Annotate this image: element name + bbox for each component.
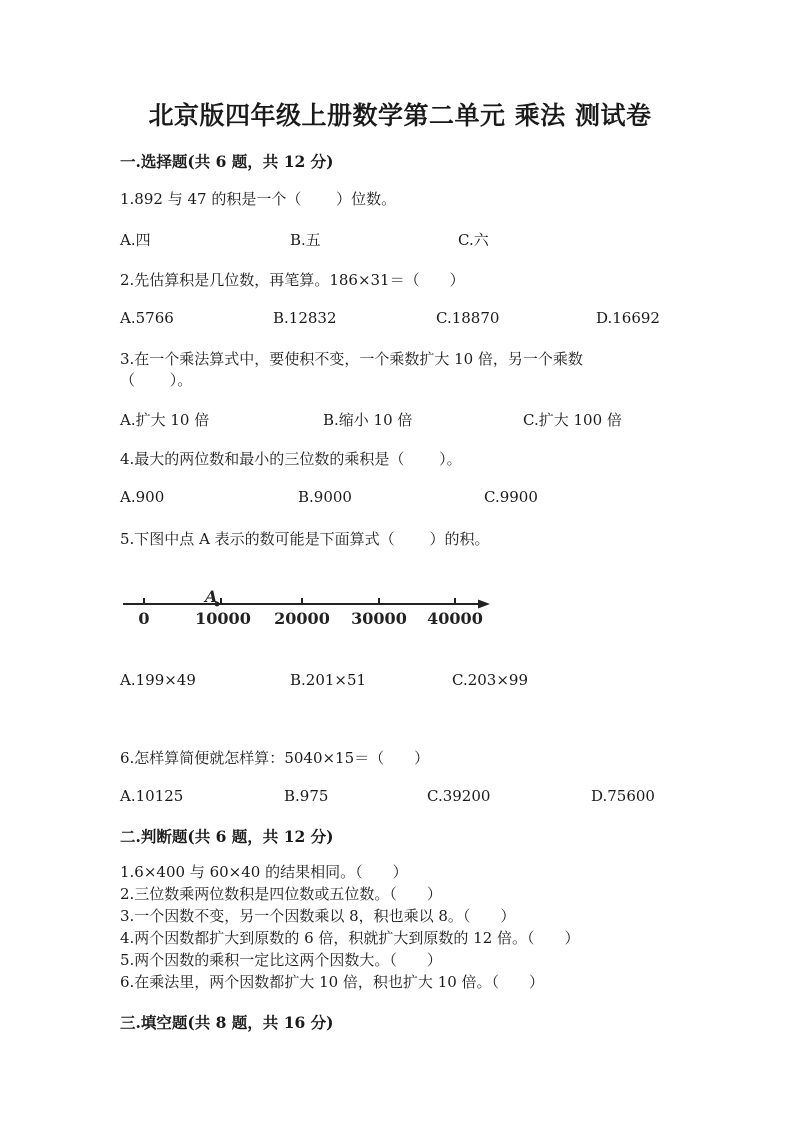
judge-question-6: 6.在乘法里，两个因数都扩大 10 倍，积也扩大 10 倍。（ ） — [120, 973, 545, 991]
question-6-option-d: D.75600 — [591, 787, 655, 805]
question-2-stem: 2.先估算积是几位数，再笔算。186×31＝（ ） — [120, 271, 465, 289]
section-heading-judge: 二.判断题(共 6 题，共 12 分) — [120, 827, 334, 846]
question-2-option-d: D.16692 — [596, 309, 660, 327]
section-heading-choice: 一.选择题(共 6 题，共 12 分) — [120, 152, 334, 171]
number-line-figure — [118, 582, 498, 632]
judge-question-1: 1.6×400 与 60×40 的结果相同。（ ） — [120, 863, 408, 881]
point-a-label: A — [205, 587, 218, 606]
question-4-option-c: C.9900 — [484, 488, 538, 506]
question-1-option-b: B.五 — [290, 231, 321, 249]
question-3-option-b: B.缩小 10 倍 — [323, 411, 413, 429]
question-2-option-c: C.18870 — [436, 309, 500, 327]
question-4-stem: 4.最大的两位数和最小的三位数的乘积是（ ）。 — [120, 450, 462, 468]
number-line-tick-label: 10000 — [195, 609, 251, 628]
number-line-arrow-icon — [478, 600, 490, 609]
question-3-option-a: A.扩大 10 倍 — [120, 411, 210, 429]
question-1-stem: 1.892 与 47 的积是一个（ ）位数。 — [120, 190, 397, 208]
question-3-stem-line2: （ ）。 — [120, 371, 193, 389]
question-5-option-a: A.199×49 — [120, 671, 196, 689]
question-5-stem: 5.下图中点 A 表示的数可能是下面算式（ ）的积。 — [120, 530, 490, 548]
question-1-option-c: C.六 — [458, 231, 489, 249]
question-6-option-c: C.39200 — [427, 787, 491, 805]
question-5-option-c: C.203×99 — [452, 671, 528, 689]
judge-question-3: 3.一个因数不变，另一个因数乘以 8，积也乘以 8。（ ） — [120, 907, 516, 925]
question-1-option-a: A.四 — [120, 231, 151, 249]
number-line-tick-label: 0 — [138, 609, 150, 628]
question-3-option-c: C.扩大 100 倍 — [523, 411, 622, 429]
question-6-stem: 6.怎样算简便就怎样算：5040×15＝（ ） — [120, 749, 430, 767]
number-line-tick-label: 40000 — [427, 609, 483, 628]
question-2-option-b: B.12832 — [273, 309, 337, 327]
question-6-option-b: B.975 — [284, 787, 329, 805]
judge-question-4: 4.两个因数都扩大到原数的 6 倍，积就扩大到原数的 12 倍。（ ） — [120, 929, 580, 947]
question-5-option-b: B.201×51 — [290, 671, 367, 689]
question-4-option-a: A.900 — [120, 488, 165, 506]
number-line-tick-label: 20000 — [274, 609, 330, 628]
judge-question-5: 5.两个因数的乘积一定比这两个因数大。（ ） — [120, 951, 442, 969]
judge-question-2: 2.三位数乘两位数积是四位数或五位数。（ ） — [120, 885, 442, 903]
judge-question-list — [120, 861, 580, 993]
question-3-stem-line1: 3.在一个乘法算式中，要使积不变，一个乘数扩大 10 倍，另一个乘数 — [120, 350, 583, 368]
section-heading-fill: 三.填空题(共 8 题，共 16 分) — [120, 1013, 334, 1032]
question-2-option-a: A.5766 — [120, 309, 174, 327]
question-4-option-b: B.9000 — [298, 488, 352, 506]
number-line-tick-label: 30000 — [351, 609, 407, 628]
page-title: 北京版四年级上册数学第二单元 乘法 测试卷 — [148, 101, 652, 130]
question-6-option-a: A.10125 — [120, 787, 184, 805]
